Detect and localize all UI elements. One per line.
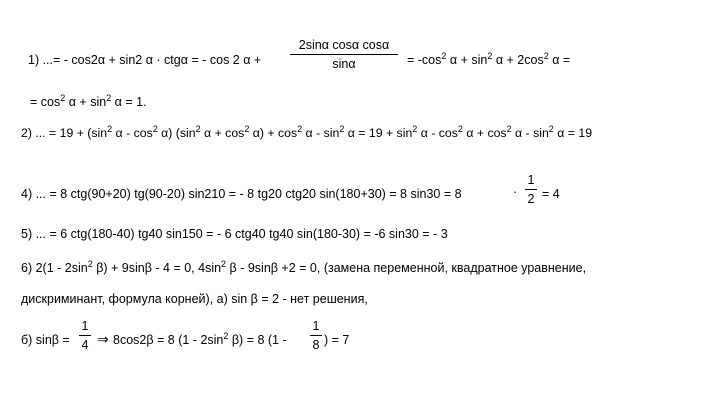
text: α - sin	[511, 126, 549, 140]
text: α =	[548, 53, 571, 67]
exponent: 2	[221, 259, 227, 269]
text: α - cos	[112, 126, 153, 140]
exponent: 2	[87, 259, 93, 269]
text: +	[250, 53, 262, 67]
fraction-bar	[79, 335, 91, 336]
exponent: 2	[60, 93, 66, 103]
fraction-numerator: 1	[527, 173, 535, 187]
fraction-bar	[290, 54, 398, 55]
solution-1-line-cont	[407, 52, 570, 68]
solution-6-line	[21, 260, 586, 276]
text: = - cos 2	[187, 53, 244, 67]
fraction-one-half	[525, 173, 537, 206]
text: α - cos	[417, 126, 458, 140]
text: 2) ... = 19 + (sin	[21, 126, 108, 140]
exponent: 2	[107, 124, 113, 134]
exponent: 2	[106, 93, 112, 103]
text: α + sin	[446, 53, 488, 67]
fraction-denominator: 4	[81, 338, 89, 352]
text: 4) ... = 8 ctg(90+20) tg(90-20) sin210 = - 8 tg20 ctg20 sin(180+30) = 8 sin30 = 8	[21, 187, 462, 201]
implies-arrow-icon: ⇒	[97, 331, 109, 347]
text: α + 2cos	[492, 53, 544, 67]
text: α) + cos	[249, 126, 298, 140]
alpha-symbol: α	[145, 53, 153, 67]
text: 6) 2(1 - 2sin	[21, 261, 88, 275]
text: α + cos	[462, 126, 507, 140]
exponent: 2	[506, 124, 512, 134]
exponent: 2	[543, 51, 549, 61]
alpha-symbol: α	[243, 53, 251, 67]
exponent: 2	[195, 124, 201, 134]
solution-2-line	[21, 125, 592, 141]
fraction-denominator: 2	[527, 192, 535, 206]
solution-4-line	[21, 186, 462, 202]
multiply-dot: ·	[513, 185, 518, 199]
fraction-numerator: 2sinα cosα cosα	[298, 38, 390, 52]
text: · ctg	[152, 53, 181, 67]
text: = cos	[30, 95, 61, 109]
text: α) (sin	[157, 126, 196, 140]
exponent: 2	[548, 124, 554, 134]
fraction-sin-cos	[290, 38, 398, 71]
fraction-one-eighth	[310, 319, 322, 352]
fraction-denominator: sinα	[332, 57, 356, 71]
exponent: 2	[412, 124, 418, 134]
fraction-numerator: 1	[312, 319, 320, 333]
solution-1-line	[28, 52, 261, 68]
fraction-bar	[310, 335, 322, 336]
text: α + cos	[200, 126, 245, 140]
solution-6b-line: б) sinβ =	[21, 333, 70, 347]
text: = -cos	[407, 53, 442, 67]
fraction-one-quarter	[79, 319, 91, 352]
text: β) = 8 (1 -	[228, 333, 287, 347]
text: α - sin	[302, 126, 340, 140]
text: α = 19 + sin	[344, 126, 413, 140]
alpha-symbol: α	[97, 53, 106, 67]
exponent: 2	[244, 124, 250, 134]
solution-6b-result: ) = 7	[324, 333, 350, 347]
text: α + sin	[65, 95, 107, 109]
solution-4-result: = 4	[542, 187, 560, 201]
exponent: 2	[223, 331, 229, 341]
text: β) + 9sinβ - 4 = 0, 4sin	[92, 261, 222, 275]
exponent: 2	[457, 124, 463, 134]
text: + sin2	[105, 53, 146, 67]
exponent: 2	[152, 124, 158, 134]
text: 8cos2β = 8 (1 - 2sin	[113, 333, 224, 347]
fraction-bar	[525, 189, 537, 190]
solution-5-line: 5) ... = 6 ctg(180-40) tg40 sin150 = - 6 ctg40 tg40 sin(180-30) = -6 sin30 = - 3	[21, 227, 448, 241]
fraction-denominator: 8	[312, 338, 320, 352]
exponent: 2	[297, 124, 303, 134]
fraction-numerator: 1	[81, 319, 89, 333]
text: β - 9sinβ +2 = 0, (замена переменной, квадратное уравнение,	[226, 261, 587, 275]
solution-1-result-line	[30, 94, 147, 110]
solution-6b-line-cont	[113, 332, 287, 348]
text: 1) ...= - cos2	[28, 53, 98, 67]
exponent: 2	[441, 51, 447, 61]
exponent: 2	[339, 124, 345, 134]
text: α = 1.	[111, 95, 147, 109]
exponent: 2	[487, 51, 493, 61]
solution-6a-line: дискриминант, формула корней), а) sin β = 2 - нет решения,	[21, 292, 368, 306]
alpha-symbol: α	[180, 53, 188, 67]
text: α = 19	[553, 126, 593, 140]
